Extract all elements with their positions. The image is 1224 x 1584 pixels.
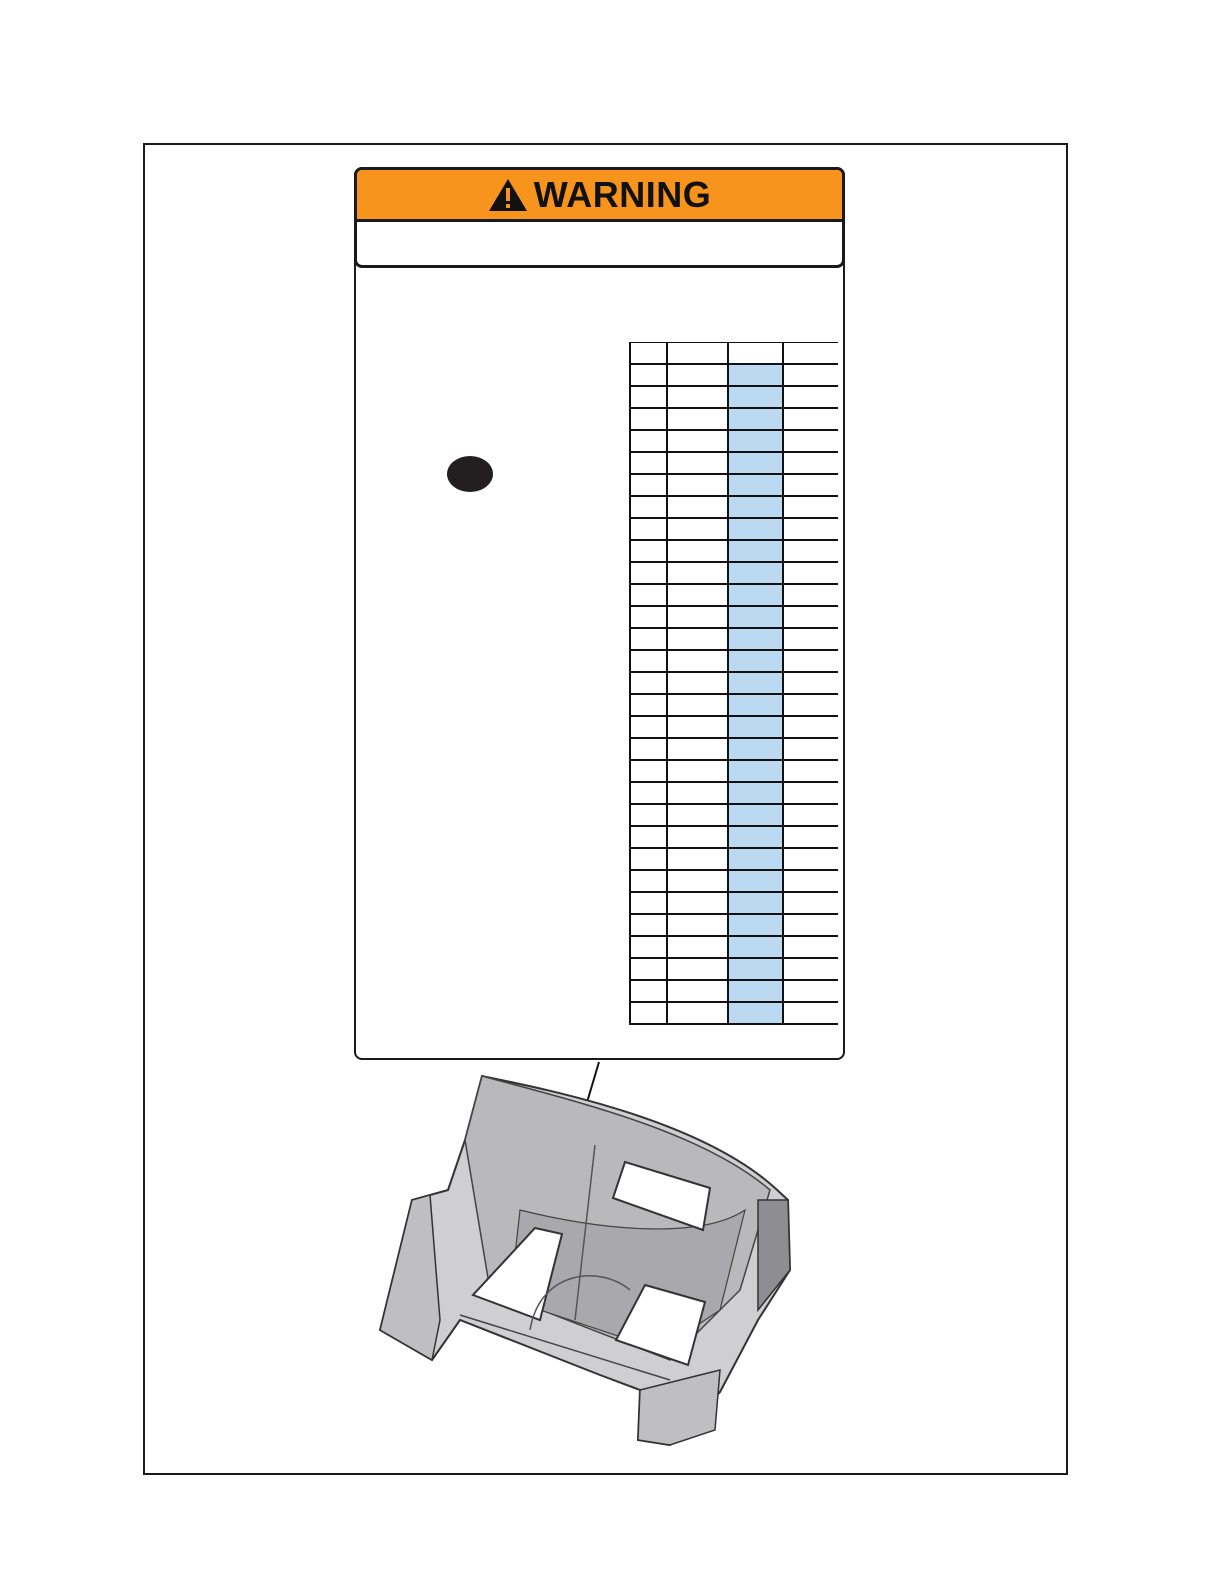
table-cell	[728, 980, 783, 1002]
table-row	[630, 1002, 838, 1024]
table-cell	[728, 848, 783, 870]
table-cell	[783, 628, 838, 650]
table-cell	[667, 826, 728, 848]
table-cell	[783, 584, 838, 606]
table-cell	[783, 496, 838, 518]
table-cell	[728, 540, 783, 562]
table-row	[630, 562, 838, 584]
table-cell	[630, 430, 667, 452]
table-cell	[783, 364, 838, 386]
table-cell	[630, 386, 667, 408]
table-cell	[728, 452, 783, 474]
warning-band	[357, 170, 842, 222]
table-cell	[728, 562, 783, 584]
table-cell	[728, 936, 783, 958]
table-cell	[728, 870, 783, 892]
table-cell	[667, 518, 728, 540]
table-cell	[783, 474, 838, 496]
table-cell	[728, 804, 783, 826]
table-cell	[630, 474, 667, 496]
table-cell	[783, 980, 838, 1002]
table-cell	[783, 386, 838, 408]
table-cell	[667, 386, 728, 408]
table-cell	[630, 650, 667, 672]
table-cell	[630, 452, 667, 474]
table-cell	[728, 386, 783, 408]
table-cell	[728, 782, 783, 804]
table-cell	[783, 892, 838, 914]
table-cell	[728, 584, 783, 606]
table-cell	[728, 914, 783, 936]
table-cell	[667, 364, 728, 386]
table-cell	[667, 628, 728, 650]
table-cell	[783, 452, 838, 474]
table-cell	[630, 408, 667, 430]
table-row	[630, 958, 838, 980]
table-row	[630, 694, 838, 716]
table-cell	[630, 694, 667, 716]
table-cell	[667, 958, 728, 980]
table-cell	[667, 914, 728, 936]
table-cell	[728, 606, 783, 628]
table-row	[630, 496, 838, 518]
table-cell	[783, 430, 838, 452]
table-cell	[667, 716, 728, 738]
table-cell	[667, 650, 728, 672]
table-cell	[630, 980, 667, 1002]
table-cell	[783, 870, 838, 892]
table-cell	[667, 430, 728, 452]
table-cell	[783, 672, 838, 694]
table-cell	[630, 804, 667, 826]
table-cell	[667, 804, 728, 826]
table-row	[630, 914, 838, 936]
table-cell	[630, 958, 667, 980]
table-cell	[783, 518, 838, 540]
table-cell	[728, 892, 783, 914]
table-cell	[667, 782, 728, 804]
table-cell	[630, 672, 667, 694]
table-cell	[728, 628, 783, 650]
table-row	[630, 980, 838, 1002]
warning-triangle-icon	[488, 178, 528, 212]
table-row	[630, 804, 838, 826]
table-row	[630, 606, 838, 628]
table-row	[630, 760, 838, 782]
table-cell	[728, 1002, 783, 1024]
table-cell	[667, 408, 728, 430]
warning-header-box	[354, 167, 845, 268]
table-row	[630, 738, 838, 760]
table-cell	[728, 650, 783, 672]
table-cell	[728, 760, 783, 782]
table-cell	[667, 738, 728, 760]
table-cell	[728, 408, 783, 430]
table-cell	[783, 408, 838, 430]
table-row	[630, 672, 838, 694]
table-cell	[667, 562, 728, 584]
table-cell	[728, 474, 783, 496]
table-cell	[667, 936, 728, 958]
table-cell	[728, 518, 783, 540]
table-cell	[667, 496, 728, 518]
table-cell	[630, 496, 667, 518]
table-cell	[783, 782, 838, 804]
table-cell	[667, 584, 728, 606]
table-row	[630, 716, 838, 738]
table-cell	[630, 540, 667, 562]
table-cell	[630, 562, 667, 584]
table-cell	[667, 343, 728, 365]
table-row	[630, 408, 838, 430]
table-cell	[630, 760, 667, 782]
table-cell	[667, 1002, 728, 1024]
table-cell	[783, 540, 838, 562]
table-cell	[667, 760, 728, 782]
table-cell	[728, 826, 783, 848]
table-row	[630, 782, 838, 804]
table-cell	[630, 606, 667, 628]
table-row	[630, 870, 838, 892]
table-row	[630, 650, 838, 672]
table-row	[630, 848, 838, 870]
table-row	[630, 518, 838, 540]
table-cell	[783, 936, 838, 958]
table-cell	[630, 848, 667, 870]
table-row	[630, 343, 838, 365]
hood-left-foot	[380, 1195, 440, 1360]
table-cell	[728, 738, 783, 760]
table-cell	[630, 716, 667, 738]
table-row	[630, 430, 838, 452]
table-row	[630, 364, 838, 386]
table-cell	[783, 738, 838, 760]
table-cell	[667, 606, 728, 628]
table-cell	[728, 672, 783, 694]
table-cell	[728, 716, 783, 738]
table-cell	[783, 606, 838, 628]
black-dot-marker	[447, 456, 493, 492]
table-cell	[630, 826, 667, 848]
table-cell	[667, 870, 728, 892]
table-cell	[630, 343, 667, 365]
table-cell	[783, 958, 838, 980]
table-row	[630, 474, 838, 496]
table-cell	[728, 430, 783, 452]
table-cell	[783, 716, 838, 738]
table-cell	[667, 848, 728, 870]
table-cell	[630, 892, 667, 914]
table-cell	[630, 914, 667, 936]
table-cell	[728, 364, 783, 386]
table-row	[630, 936, 838, 958]
table-cell	[783, 343, 838, 365]
table-cell	[728, 496, 783, 518]
table-cell	[630, 364, 667, 386]
specification-table	[629, 342, 838, 1025]
warning-signal-word: WARNING	[533, 173, 712, 215]
table-cell	[667, 694, 728, 716]
table-cell	[667, 452, 728, 474]
table-cell	[630, 738, 667, 760]
table-row	[630, 386, 838, 408]
motor-hood-illustration	[370, 1060, 800, 1460]
table-row	[630, 628, 838, 650]
table-cell	[630, 936, 667, 958]
table-cell	[783, 826, 838, 848]
table-cell	[630, 1002, 667, 1024]
table-cell	[783, 650, 838, 672]
table-cell	[630, 870, 667, 892]
table-cell	[783, 1002, 838, 1024]
table-cell	[783, 848, 838, 870]
table-row	[630, 452, 838, 474]
table-cell	[667, 892, 728, 914]
table-row	[630, 826, 838, 848]
table-cell	[728, 958, 783, 980]
table-cell	[667, 540, 728, 562]
table-cell	[783, 760, 838, 782]
table-row	[630, 584, 838, 606]
table-cell	[630, 782, 667, 804]
table-cell	[667, 980, 728, 1002]
table-cell	[630, 518, 667, 540]
table-cell	[667, 474, 728, 496]
table-cell	[728, 343, 783, 365]
table-cell	[783, 914, 838, 936]
table-cell	[630, 584, 667, 606]
table-cell	[783, 694, 838, 716]
table-cell	[667, 672, 728, 694]
table-cell	[783, 562, 838, 584]
table-cell	[630, 628, 667, 650]
table-cell	[728, 694, 783, 716]
table-row	[630, 892, 838, 914]
table-row	[630, 540, 838, 562]
table-cell	[783, 804, 838, 826]
